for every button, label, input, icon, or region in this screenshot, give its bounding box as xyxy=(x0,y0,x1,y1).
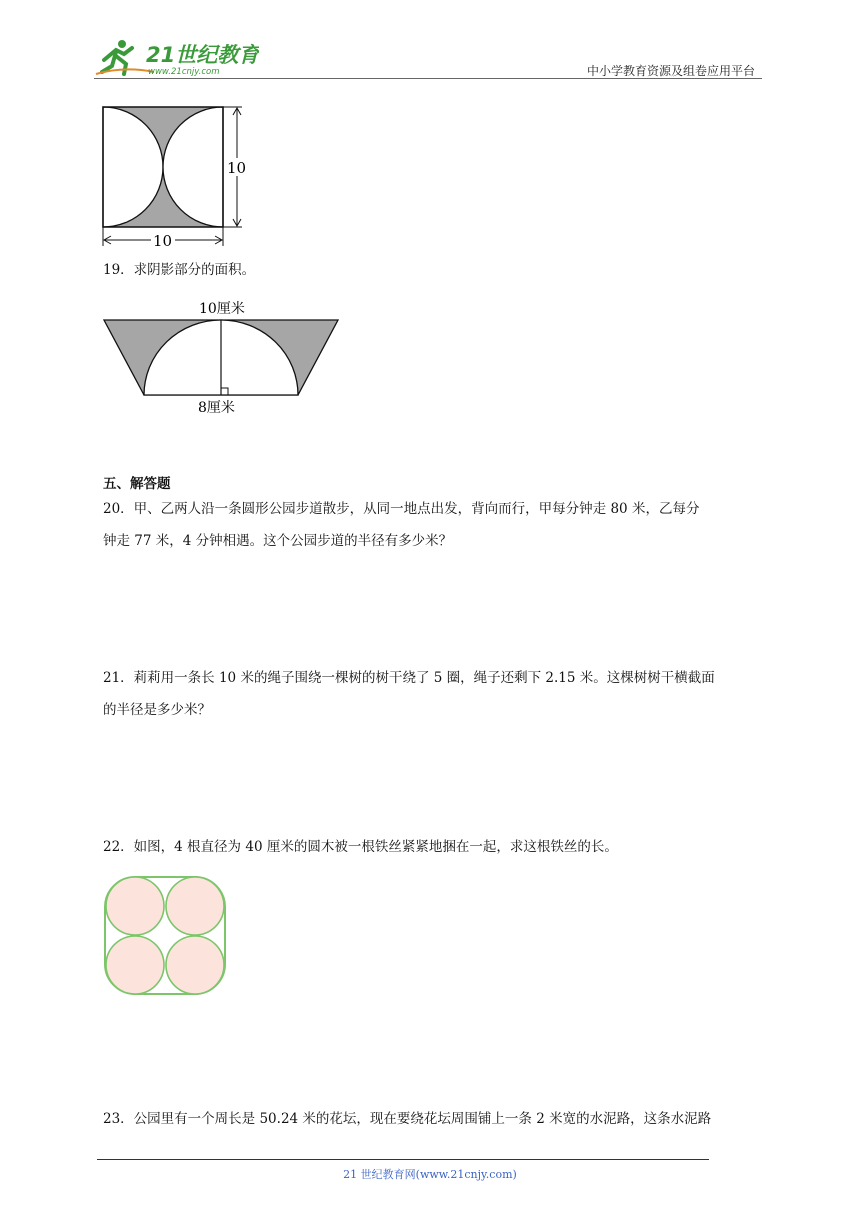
question-22-text: 22．如图，4 根直径为 40 厘米的圆木被一根铁丝紧紧地捆在一起，求这根铁丝的长。 xyxy=(103,839,618,855)
question-21-line-1: 21．莉莉用一条长 10 米的绳子围绕一棵树的树干绕了 5 圈，绳子还剩下 2.15 米。这棵树树干横截面 xyxy=(103,670,715,686)
question-20-line-1: 20．甲、乙两人沿一条圆形公园步道散步，从同一地点出发，背向而行，甲每分钟走 80 米，乙每分 xyxy=(103,501,700,517)
log-circle xyxy=(166,936,224,994)
log-circle xyxy=(106,936,164,994)
log-circle xyxy=(106,877,164,935)
logo-text: 21世纪教育 xyxy=(146,43,259,67)
figure-square-semicircles xyxy=(96,100,256,250)
top-length-label: 10厘米 xyxy=(199,301,245,317)
log-circle xyxy=(166,877,224,935)
bottom-length-label: 8厘米 xyxy=(198,400,235,416)
footer-link[interactable]: 21 世纪教育网(www.21cnjy.com) xyxy=(343,1168,517,1181)
header-divider xyxy=(94,78,762,79)
question-21-line-2: 的半径是多少米？ xyxy=(103,702,211,718)
logo-url: www.21cnjy.com xyxy=(148,67,220,77)
site-logo xyxy=(94,36,259,78)
question-19-text: 19．求阴影部分的面积。 xyxy=(103,262,256,278)
footer-divider xyxy=(97,1159,709,1160)
width-label: 10 xyxy=(153,232,173,250)
question-20-line-2: 钟走 77 米，4 分钟相遇。这个公园步道的半径有多少米？ xyxy=(103,533,453,549)
height-label: 10 xyxy=(227,159,247,177)
figure-four-logs xyxy=(103,875,227,997)
figure-trapezoid-semicircle xyxy=(100,297,345,417)
header-platform-text: 中小学教育资源及组卷应用平台 xyxy=(586,64,755,78)
question-23-line-1: 23．公园里有一个周长是 50.24 米的花坛，现在要绕花坛周围铺上一条 2 米宽的水泥路，这条水泥路 xyxy=(103,1111,712,1127)
section-title: 五、解答题 xyxy=(103,476,171,492)
